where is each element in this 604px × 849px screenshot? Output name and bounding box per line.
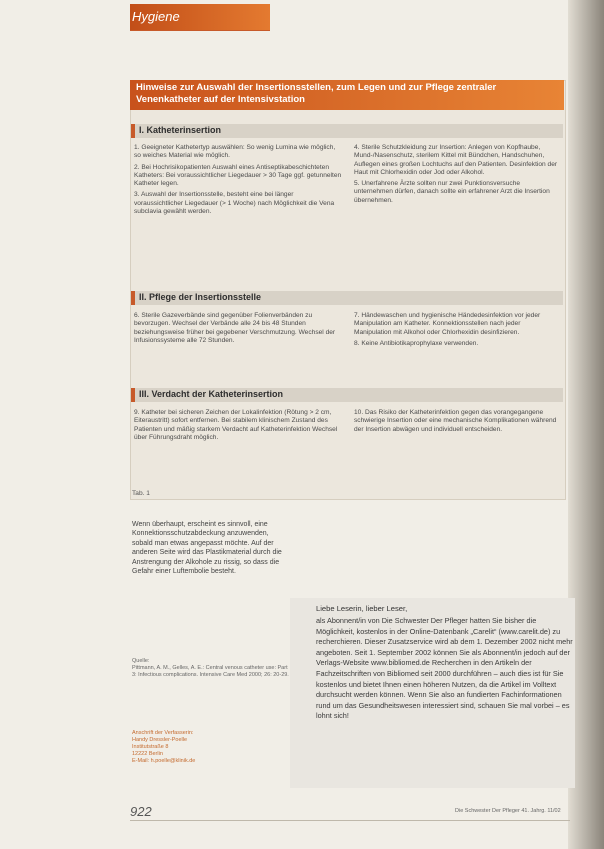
source-block [132,658,292,679]
section-1-left-column [134,144,344,219]
contact-block [132,730,292,765]
section-2-left-column [134,312,344,348]
info-box-title-bar [130,80,564,110]
section-band-2 [131,291,563,305]
item-7: 7. Händewaschen und hygienische Händedesinfektion vor jeder Manipulation am Katheter. Konnektionsstellen nach jeder Manipulation mit Alkohol oder Chlorhexidin desinfizieren. [354,312,541,336]
section-label-2: II. Pflege der Insertionsstelle [139,292,262,302]
section-header [130,4,270,30]
section-3-right-column [354,409,559,437]
page-number: 922 [130,804,152,819]
item-8: 8. Keine Antibiotikaprophylaxe verwenden. [354,339,479,347]
reader-notice-heading: Liebe Leserin, lieber Leser, [316,604,408,613]
reader-notice-body: als Abonnent/in von Die Schwester Der Pfleger hatten Sie bisher die Möglichkeit, kostenlos in der Online-Datenbank „Carelit“ (www.carelit.de) zu recherchieren. Dieser Zusatzservice wird ab dem 1. Dezember 2002 nicht mehr angeboten. Seit 1. September 2002 können Sie als Abonnent/in jedoch auf der Verlags-Website www.bibliomed.de Recherchen in den Artikeln der Fachzeitschriften von Bibliomed seit 2000 durchführen – auch dies ist für Sie kostenlos und bietet Ihnen einen höheren Nutzen, da die Artikel im Volltext durchsucht werden können. Wenn Sie also an fundierten Fachinformationen rund um das Gesundheitswesen interessiert sind, schauen Sie mal vorbei – es lohnt sich! [316,616,573,721]
section-band-accent [131,388,135,402]
item-1: 1. Geeigneter Kathetertyp auswählen: So wenig Lumina wie möglich, so weiches Material wie möglich. [134,144,336,160]
section-label-3: III. Verdacht der Katheterinsertion [139,389,284,399]
section-band-accent [131,291,135,305]
table-reference: Tab. 1 [132,490,150,497]
item-2: 2. Bei Hochrisikopatienten Auswahl eines Antiseptikabeschichteten Katheters: Bei voraussichtlicher Liegedauer > 30 Tage ggf. getunnelten Katheter legen. [134,163,342,188]
section-band-1 [131,124,563,138]
contact-label: Anschrift der Verfasserin: [132,730,194,736]
footer-rule [130,820,570,821]
item-10: 10. Das Risiko der Katheterinfektion gegen das vorangegangene schwierige Insertion oder eine mechanische Komplikationen während der Insertion abwägen und individuell entscheiden. [354,409,557,433]
contact-line: 12222 Berlin [132,751,163,757]
section-label-1: I. Katheterinsertion [139,125,222,135]
info-box-title: Hinweise zur Auswahl der Insertionsstellen, zum Legen und zur Pflege zentraler Venenkatheter auf der Intensivstation [136,82,497,105]
body-text: Wenn überhaupt, erscheint es sinnvoll, eine Konnektionsschutzabdeckung anzuwenden, sobald man etwas angepasst möchte. Auf der anderen Seite wird das Plastikmaterial durch die Anstrengung der Alkohole zu rissig, so dass die Gefahr einer Luftembolie besteht. [132,521,282,576]
section-header-label: Hygiene [132,9,180,24]
section-band-accent [131,124,135,138]
item-9: 9. Katheter bei sicheren Zeichen der Lokalinfektion (Rötung > 2 cm, Eiteraustritt) sofort entfernen. Bei stabilem klinischem Zustand des Patienten und mäßig starkem Verdacht auf Katheterinfektion Wechsel über Führungsdraht möglich. [134,409,338,441]
contact-line: E-Mail: h.poelle@klinik.de [132,758,196,764]
section-3-left-column [134,409,344,445]
section-header-rule [130,30,270,31]
section-band-3 [131,388,563,402]
section-1-right-column [354,144,559,208]
section-2-right-column [354,312,559,351]
item-5: 5. Unerfahrene Ärzte sollten nur zwei Punktionsversuche unternehmen dürfen, danach sollte ein erfahrener Arzt die Insertion übernehmen. [354,180,550,204]
item-6: 6. Sterile Gazeverbände sind gegenüber Folienverbänden zu bevorzugen. Wechsel der Verbände alle 24 bis 48 Stunden beziehungsweise früher bei gegebener Verschmutzung. Wechsel der Infusionssysteme alle 72 Stunden. [134,312,336,344]
contact-line: Handy Dressler-Poelle [132,737,188,743]
item-4: 4. Sterile Schutzkleidung zur Insertion: Anlegen von Kopfhaube, Mund-/Nasenschutz, sterilem Kittel mit Bündchen, Handschuhen, Auflegen eines großen Lochtuchs auf den Patienten. Desinfektion der Haut mit Chlorhexidin oder Jod oder Alkohol. [354,144,558,176]
contact-line: Institutstraße 8 [132,744,169,750]
source-text: Pittmann, A. M., Gelles, A. E.: Central venous catheter use: Part 3: Infectious complications. Intensive Care Med 2000; 26: 20-29. [132,665,289,678]
item-3: 3. Auswahl der Insertionsstelle, besteht eine bei länger voraussichtlicher Liegedauer (> 1 Woche) nach Möglichkeit die Vena subclavia gewählt werden. [134,191,335,216]
reader-notice-box [290,598,575,788]
source-label: Quelle: [132,658,150,664]
footer-journal: Die Schwester Der Pfleger 41. Jahrg. 11/02 [455,808,561,814]
